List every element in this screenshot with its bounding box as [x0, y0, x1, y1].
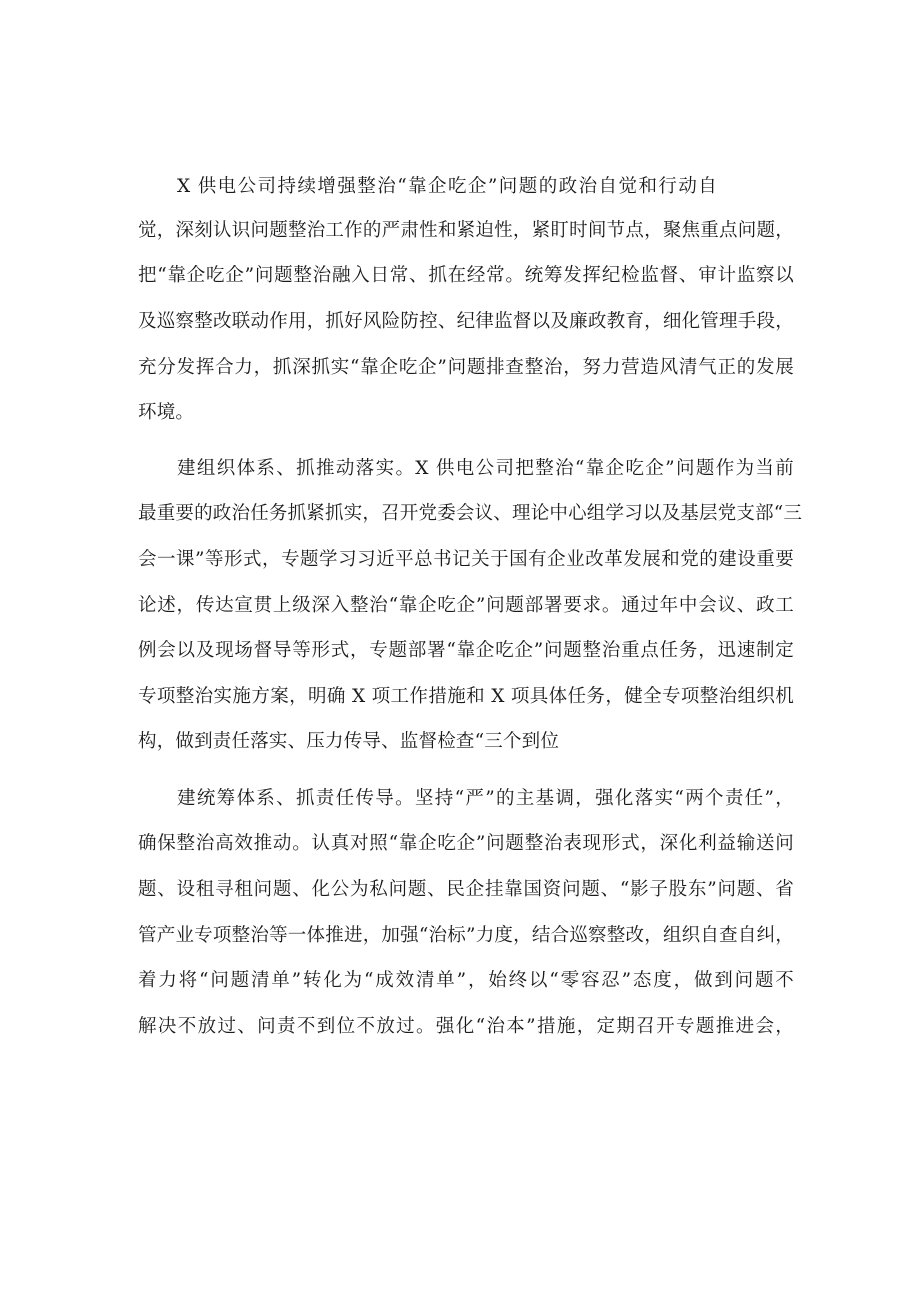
paragraph-2-line-4: 论述，传达宣贯上级深入整治“靠企吃企”问题部署要求。通过年中会议、政工	[138, 595, 794, 616]
paragraph-2-line-2: 最重要的政治任务抓紧抓实，召开党委会议、理论中心组学习以及基层党支部“三	[138, 503, 803, 524]
paragraph-1-line-6: 环境。	[138, 402, 195, 423]
paragraph-3-line-2: 确保整治高效推动。认真对照“靠企吃企”问题整治表现形式，深化利益输送问	[138, 833, 794, 854]
paragraph-2-line-5: 例会以及现场督导等形式，专题部署“靠企吃企”问题整治重点任务，迅速制定	[138, 640, 794, 661]
paragraph-1-line-2: 觉，深刻认识问题整治工作的严肃性和紧迫性，紧盯时间节点，聚焦重点问题，	[138, 220, 794, 241]
paragraph-2-line-3: 会一课”等形式，专题学习习近平总书记关于国有企业改革发展和党的建设重要	[138, 549, 794, 570]
paragraph-2-line-7: 构，做到责任落实、压力传导、监督检查“三个到位	[138, 731, 560, 752]
paragraph-3-line-6: 解决不放过、问责不到位不放过。强化“治本”措施，定期召开专题推进会，	[138, 1016, 794, 1037]
paragraph-2-line-1: 建组织体系、抓推动落实。X 供电公司把整治“靠企吃企”问题作为当前	[177, 458, 794, 479]
paragraph-1-line-3: 把“靠企吃企”问题整治融入日常、抓在经常。统筹发挥纪检监督、审计监察以	[138, 265, 794, 286]
paragraph-2-line-6: 专项整治实施方案，明确 X 项工作措施和 X 项具体任务，健全专项整治组织机	[138, 686, 794, 707]
paragraph-3-line-1: 建统筹体系、抓责任传导。坚持“严”的主基调，强化落实“两个责任”，	[177, 788, 794, 809]
paragraph-1-line-5: 充分发挥合力，抓深抓实“靠企吃企”问题排查整治，努力营造风清气正的发展	[138, 357, 794, 378]
paragraph-3-line-5: 着力将“问题清单”转化为“成效清单”，始终以“零容忍”态度，做到问题不	[138, 970, 794, 991]
paragraph-1-line-4: 及巡察整改联动作用，抓好风险防控、纪律监督以及廉政教育，细化管理手段，	[138, 311, 794, 332]
paragraph-1-line-1: X 供电公司持续增强整治“靠企吃企”问题的政治自觉和行动自	[177, 176, 717, 197]
paragraph-3-line-4: 管产业专项整治等一体推进，加强“治标”力度，结合巡察整改，组织自查自纠，	[138, 925, 794, 946]
paragraph-3-line-3: 题、设租寻租问题、化公为私问题、民企挂靠国资问题、“影子股东”问题、省	[138, 879, 794, 900]
